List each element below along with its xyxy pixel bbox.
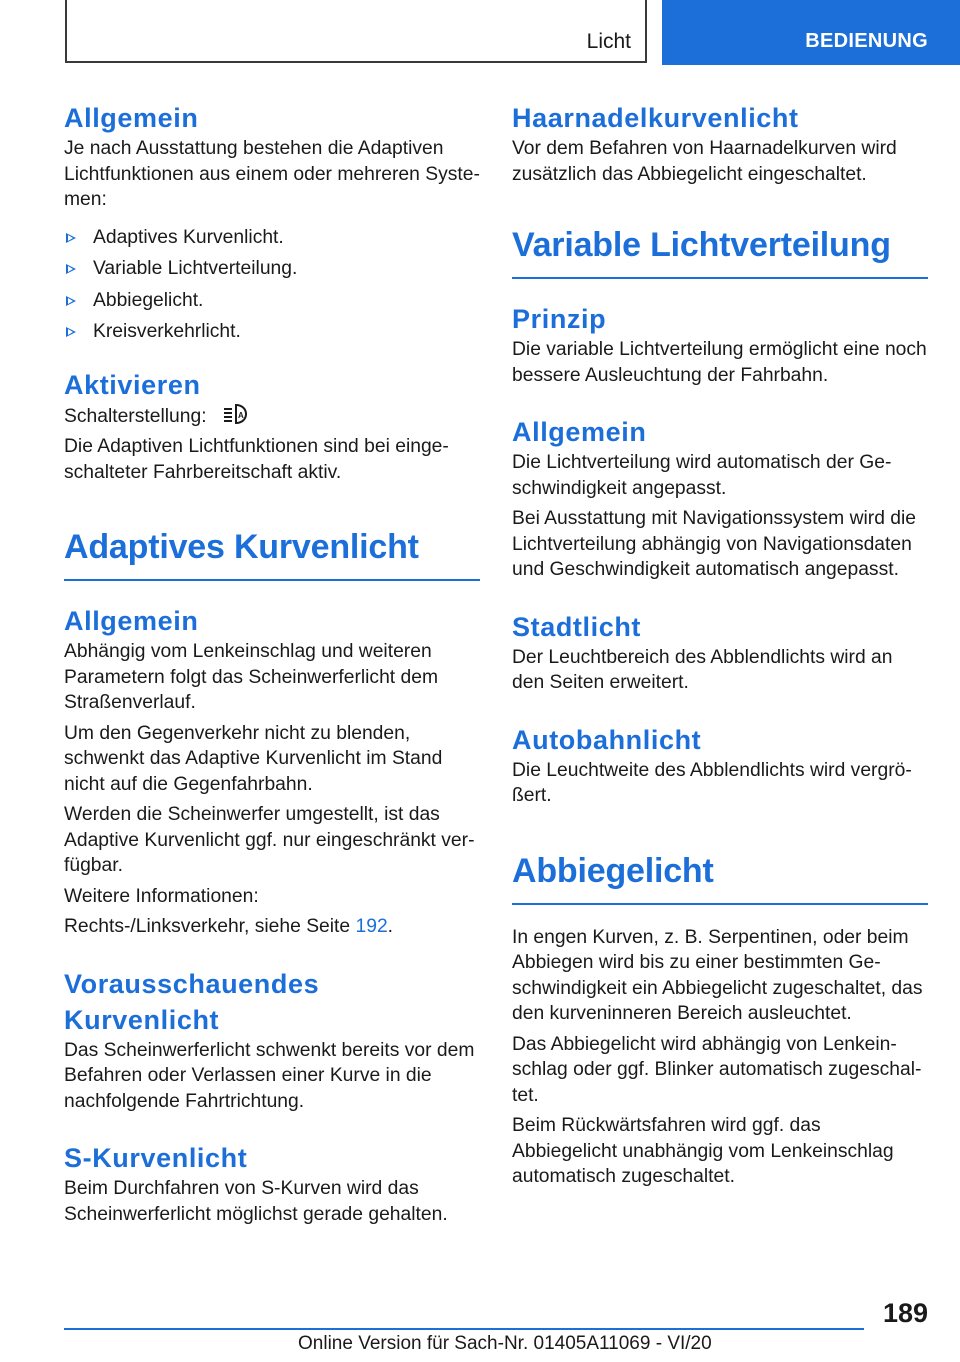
s-kurven-text: Beim Durchfahren von S-Kurven wird das Scheinwerferlicht möglichst gerade gehalten. bbox=[64, 1178, 448, 1225]
bullet-triangle-icon bbox=[66, 327, 76, 337]
kurvenlicht-p1: Abhängig vom Lenkeinschlag und weiteren Parametern folgt das Scheinwerferlicht dem Straßenverlauf. bbox=[64, 641, 439, 713]
page-link[interactable]: 192 bbox=[355, 916, 388, 937]
heading-adaptives-kurvenlicht: Adaptives Kurvenlicht bbox=[64, 523, 480, 581]
heading-stadtlicht: Stadtlicht bbox=[512, 611, 642, 642]
heading-haarnadelkurvenlicht: Haarnadelkurvenlicht bbox=[512, 103, 799, 133]
auto-light-icon bbox=[222, 403, 248, 425]
heading-abbiegelicht: Abbiegelicht bbox=[512, 847, 928, 905]
chapter-title: BEDIENUNG bbox=[805, 30, 928, 52]
left-column bbox=[64, 100, 480, 1227]
reference-line: Rechts-/Linksverkehr, siehe Seite 192. bbox=[64, 916, 394, 937]
chapter-tab[interactable] bbox=[662, 0, 960, 65]
kurvenlicht-p2: Um den Gegenverkehr nicht zu blenden, schwenkt das Adaptive Kurvenlicht im Stand nicht auf die Gegenfahrbahn. bbox=[64, 722, 443, 795]
bullet-triangle-icon bbox=[66, 264, 76, 274]
stadtlicht-text: Der Leuchtbereich des Abblendlichts wird an den Seiten erweitert. bbox=[512, 646, 893, 693]
heading-allgemein-3: Allgemein bbox=[512, 417, 647, 447]
section-title: Licht bbox=[586, 30, 631, 53]
list-item: Variable Lichtverteilung. bbox=[64, 256, 480, 282]
lichtverteilung-p1: Die Lichtverteilung wird automatisch der Geschwindigkeit angepasst. bbox=[512, 452, 892, 499]
aktivieren-text: Die Adaptiven Lichtfunktionen sind bei eingeschalteter Fahrbereitschaft aktiv. bbox=[64, 436, 449, 483]
kurvenlicht-p3: Werden die Scheinwerfer umgestellt, ist das Adaptive Kurvenlicht ggf. nur eingeschränkt verfügbar. bbox=[64, 804, 475, 876]
autobahn-text: Die Leuchtweite des Abblendlichts wird vergrößert. bbox=[512, 759, 912, 806]
heading-allgemein-2: Allgemein bbox=[64, 606, 199, 636]
lichtverteilung-p2: Bei Ausstattung mit Navigationssystem wird die Lichtverteilung abhängig von Navigationsdaten und Geschwindigkeit automatisch angepasst. bbox=[512, 508, 917, 580]
heading-aktivieren: Aktivieren bbox=[64, 369, 201, 400]
haarnadel-text: Vor dem Befahren von Haarnadelkurven wird zusätzlich das Abbiegelicht eingeschaltet. bbox=[512, 138, 897, 185]
abbiegelicht-p1: In engen Kurven, z. B. Serpentinen, oder beim Abbiegen wird bis zu einer bestimmten Geschwindigkeit ein Abbiegelicht zugeschaltet, das den kurveninneren Bereich ausleuchtet. bbox=[512, 926, 923, 1024]
heading-variable-lichtverteilung: Variable Lichtverteilung bbox=[512, 221, 928, 279]
page-number: 189 bbox=[882, 1298, 928, 1328]
right-column bbox=[512, 100, 928, 1190]
prinzip-text: Die variable Lichtverteilung ermöglicht eine noch bessere Ausleuchtung der Fahrbahn. bbox=[512, 339, 927, 386]
abbiegelicht-p2: Das Abbiegelicht wird abhängig von Lenkeinschlag oder ggf. Blinker automatisch zugeschaltet. bbox=[512, 1033, 922, 1106]
list-item: Kreisverkehrlicht. bbox=[64, 319, 480, 345]
heading-prinzip: Prinzip bbox=[512, 304, 607, 334]
footer-version-text: Online Version für Sach-Nr. 01405A11069 - VI/20 bbox=[298, 1333, 712, 1354]
heading-allgemein: Allgemein bbox=[64, 103, 199, 133]
footer-divider bbox=[64, 1328, 864, 1330]
switch-position-line: Schalterstellung: A bbox=[64, 403, 480, 430]
functions-list bbox=[64, 225, 480, 345]
bullet-triangle-icon bbox=[66, 296, 76, 306]
heading-vorausschauendes-kurvenlicht: Vorausschauendes Kurvenlicht bbox=[64, 968, 320, 1035]
vorausschauend-text: Das Scheinwerferlicht schwenkt bereits vor dem Befahren oder Verlassen einer Kurve in die nachfolgende Fahrtrichtung. bbox=[64, 1039, 475, 1112]
allgemein-text: Je nach Ausstattung bestehen die Adaptiven Lichtfunktionen aus einem oder mehreren Systemen: bbox=[64, 138, 480, 210]
list-item: Abbiegelicht. bbox=[64, 288, 480, 314]
heading-s-kurvenlicht: S-Kurvenlicht bbox=[64, 1143, 248, 1173]
list-item: Adaptives Kurvenlicht. bbox=[64, 225, 480, 251]
svg-text:A: A bbox=[237, 410, 244, 420]
kurvenlicht-p4: Weitere Informationen: bbox=[64, 885, 259, 907]
heading-autobahnlicht: Autobahnlicht bbox=[512, 724, 702, 755]
bullet-triangle-icon bbox=[66, 233, 76, 243]
header-bar bbox=[65, 0, 647, 63]
abbiegelicht-p3: Beim Rückwärtsfahren wird ggf. das Abbiegelicht unabhängig vom Lenkeinschlag automatisch zugeschaltet. bbox=[512, 1115, 894, 1187]
